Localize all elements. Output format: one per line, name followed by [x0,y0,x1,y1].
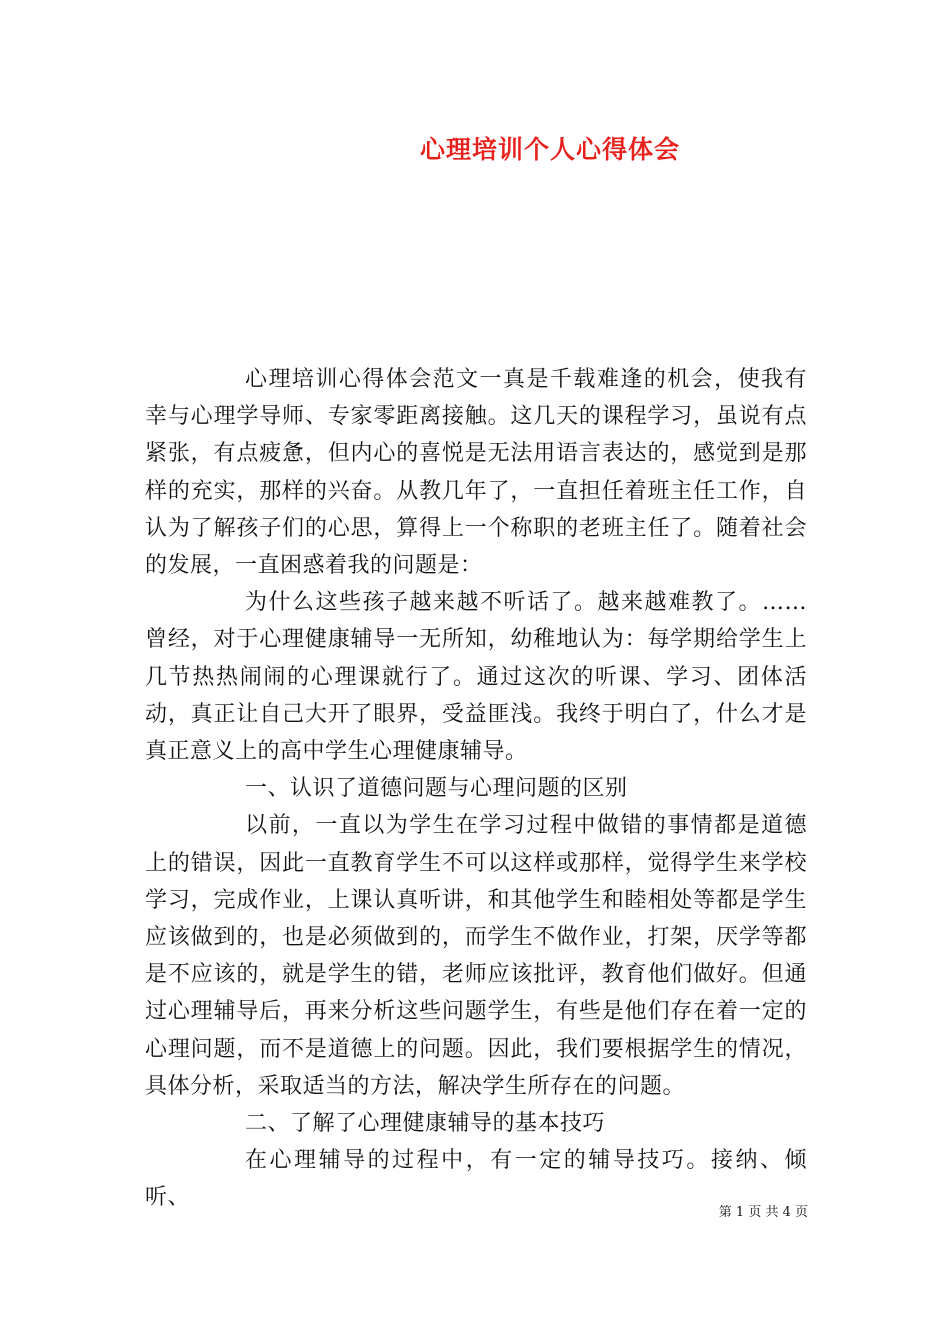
paragraph-1: 心理培训心得体会范文一真是千载难逢的机会，使我有幸与心理学导师、专家零距离接触。这几天的课程学习，虽说有点紧张，有点疲惫，但内心的喜悦是无法用语言表达的，感觉到是那样的充实，那样的兴奋。从教几年了，一直担任着班主任工作，自认为了解孩子们的心思，算得上一个称职的老班主任了。随着社会的发展，一直困惑着我的问题是： [145,367,807,579]
paragraph-3: 以前，一直以为学生在学习过程中做错的事情都是道德上的错误，因此一直教育学生不可以这样或那样，觉得学生来学校学习，完成作业，上课认真听讲，和其他学生和睦相处等都是学生应该做到的，也是必须做到的，而学生不做作业，打架，厌学等都是不应该的，就是学生的错，老师应该批评，教育他们做好。但通过心理辅导后，再来分析这些问题学生，有些是他们存在着一定的心理问题，而不是道德上的问题。因此，我们要根据学生的情况，具体分析，采取适当的方法，解决学生所存在的问题。 [145,813,807,1099]
document-title: 心理培训个人心得体会 [419,135,680,164]
paragraph-4: 在心理辅导的过程中，有一定的辅导技巧。接纳、倾听、 [145,1148,807,1211]
section-heading-2: 二、了解了心理健康辅导的基本技巧 [245,1111,606,1137]
paragraph-2: 为什么这些孩子越来越不听话了。越来越难教了。……曾经，对于心理健康辅导一无所知，幼稚地认为：每学期给学生上几节热热闹闹的心理课就行了。通过这次的听课、学习、团体活动，真正让自己大开了眼界，受益匪浅。我终于明白了，什么才是真正意义上的高中学生心理健康辅导。 [145,590,807,765]
section-heading-1: 一、认识了道德问题与心理问题的区别 [245,776,628,802]
page-number-footer: 第 1 页 共 4 页 [718,1205,808,1220]
document-body [145,361,807,1217]
